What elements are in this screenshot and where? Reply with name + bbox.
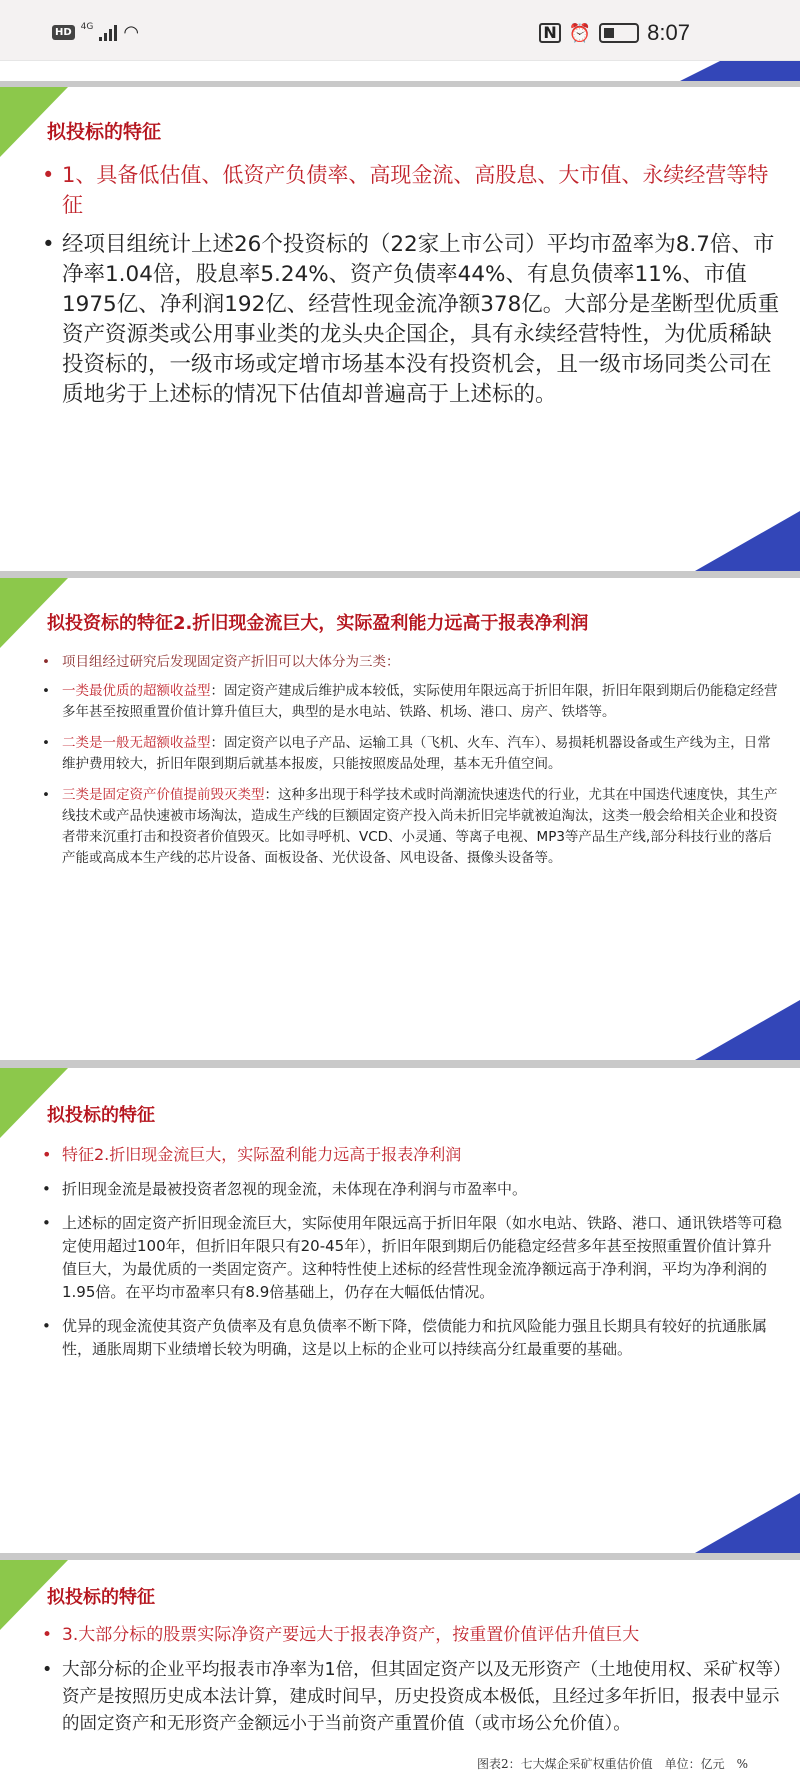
item-text: ：固定资产建成后维护成本较低，实际使用年限远高于折旧年限，折旧年限到期后仍能稳定经营多年甚至按照重置价值计算升值巨大，典型的是水电站、铁路、机场、港口、房产、铁塔等。: [62, 683, 778, 720]
slide-title: 拟投标的特征: [47, 1105, 155, 1126]
slide-3: [0, 1068, 800, 1553]
item-label: 三类是固定资产价值提前毁灭类型: [62, 787, 265, 803]
list-item: [42, 681, 782, 723]
slide-body: • 大部分标的企业平均报表市净率为1倍，但其固定资产以及无形资产（土地使用权、采矿权等）资产是按照历史成本法计算，建成时间早，历史投资成本极低，且经过多年折旧，报表中显示的固定资产和无形资产金额远小于当前资产重置价值（或市场公允价值）。: [42, 1657, 782, 1738]
list-item: • 折旧现金流是最被投资者忽视的现金流，未体现在净利润与市盈率中。: [42, 1178, 782, 1201]
list-item: [42, 785, 782, 869]
blue-corner: [695, 1493, 800, 1553]
slide-1: [0, 61, 800, 571]
slide-separator: [0, 1553, 800, 1560]
item-label: 一类最优质的超额收益型: [62, 683, 211, 699]
slide-heading: • 3.大部分标的股票实际净资产要远大于报表净资产，按重置价值评估升值巨大: [42, 1623, 782, 1648]
slide-title: 拟投标的特征: [47, 1587, 155, 1608]
blue-corner: [695, 511, 800, 571]
slide-separator: [0, 1060, 800, 1068]
blue-corner: [695, 1000, 800, 1060]
network-type: 4G: [80, 22, 94, 32]
clock: 8:07: [647, 20, 690, 45]
slide-4: [0, 1560, 800, 1778]
slide-heading: • 特征2.折旧现金流巨大，实际盈利能力远高于报表净利润: [42, 1143, 782, 1166]
slide-body: • 经项目组统计上述26个投资标的（22家上市公司）平均市盈率为8.7倍、市净率1.04倍，股息率5.24%、资产负债率44%、有息负债率11%、市值1975亿、净利润192亿、经营性现金流净额378亿。大部分是垄断型优质重资产资源类或公用事业类的龙头央企国企，具有永续经营特性，为优质稀缺投资标的，一级市场或定增市场基本没有投资机会，且一级市场同类公司在质地劣于上述标的情况下估值却普遍高于上述标的。: [42, 230, 782, 410]
figure-caption: 图表2：七大煤企采矿权重估价值 单位：亿元 %: [476, 1757, 748, 1771]
wifi-icon: ◠: [123, 22, 140, 43]
item-label: 二类是一般无超额收益型: [62, 735, 211, 751]
item-text: ：固定资产以电子产品、运输工具（飞机、火车、汽车）、易损耗机器设备或生产线为主，日常维护费用较大，折旧年限到期后就基本报废，只能按照废品处理，基本无升值空间。: [62, 735, 771, 772]
slide-title: 拟投标的特征: [47, 121, 162, 143]
item-text: ：这种多出现于科学技术或时尚潮流快速迭代的行业，尤其在中国迭代速度快，其生产线技术或产品快速被市场淘汰，造成生产线的巨额固定资产投入尚未折旧完毕就被迫淘汰，这类一般会给相关企业和投资者带来沉重打击和投资者价值毁灭。比如寻呼机、VCD、小灵通、等离子电视、MP3等产品生产线,部分科技行业的落后产能或高成本生产线的芯片设备、面板设备、光伏设备、风电设备、摄像头设备等。: [62, 787, 778, 866]
list-item: [42, 733, 782, 775]
slide-2: [0, 578, 800, 1060]
slide-heading: • 1、具备低估值、低资产负债率、高现金流、高股息、大市值、永续经营等特征: [42, 160, 782, 220]
battery-icon: [599, 23, 639, 43]
list-item: • 上述标的固定资产折旧现金流巨大，实际使用年限远高于折旧年限（如水电站、铁路、港口、通讯铁塔等可稳定使用超过100年，但折旧年限只有20-45年），折旧年限到期后仍能稳定经营多年甚至按照重置价值计算升值巨大，为最优质的一类固定资产。这种特性使上述标的经营性现金流净额远高于净利润，平均为净利润的1.95倍。在平均市盈率只有8.9倍基础上，仍存在大幅低估情况。: [42, 1212, 782, 1304]
nfc-icon: N: [539, 23, 560, 43]
list-item: • 优异的现金流使其资产负债率及有息负债率不断下降，偿债能力和抗风险能力强且长期具有较好的抗通胀属性，通胀周期下业绩增长较为明确，这是以上标的企业可以持续高分红最重要的基础。: [42, 1315, 782, 1361]
intro-text: [42, 652, 782, 673]
alarm-icon: ⏰: [568, 22, 592, 44]
signal-icon: [99, 25, 117, 41]
status-bar: [0, 0, 800, 61]
slide-title: 拟投资标的特征2.折旧现金流巨大，实际盈利能力远高于报表净利润: [47, 613, 589, 634]
slide-separator: [0, 571, 800, 578]
intro: 项目组经过研究后发现固定资产折旧可以大体分为三类：: [62, 654, 400, 670]
hd-icon: HD: [52, 25, 75, 40]
